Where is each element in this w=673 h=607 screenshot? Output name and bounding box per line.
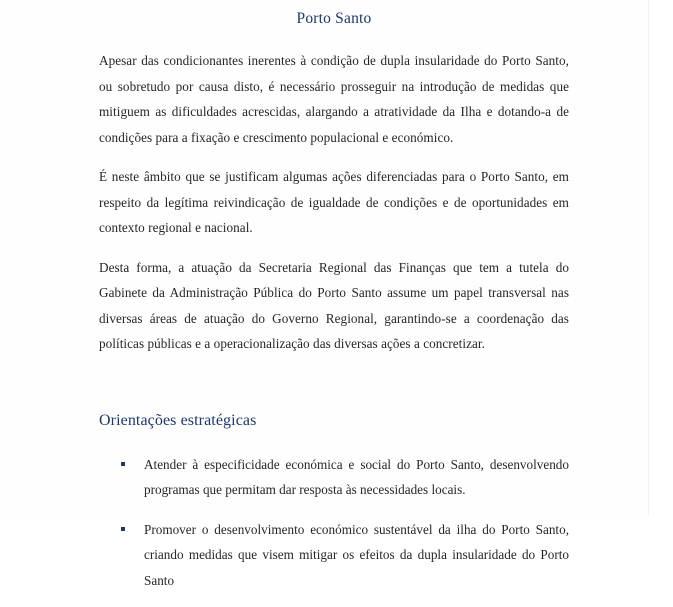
body-paragraph-2: É neste âmbito que se justificam algumas ações diferenciadas para o Porto Santo, em respeito da legítima reivindicação de igualdade de condições e de oportunidades em contexto regional e nacional. [99, 169, 569, 235]
section-heading-orientacoes-estrategicas: Orientações estratégicas [99, 411, 257, 429]
list-item-label: Atender à especificidade económica e social do Porto Santo, desenvolvendo programas que permitam dar resposta às necessidades locais. [144, 456, 569, 497]
list-item-label: Promover o desenvolvimento económico sustentável da ilha do Porto Santo, criando medidas que visem mitigar os efeitos da dupla insularidade do Porto Santo [144, 521, 569, 588]
page-outer-margin [649, 0, 673, 515]
strategic-guidelines-list [99, 452, 569, 594]
document-title: Porto Santo [296, 10, 372, 27]
list-item [99, 452, 569, 503]
body-paragraph-3: Desta forma, a atuação da Secretaria Regional das Finanças que tem a tutela do Gabinete da Administração Pública do Porto Santo assume um papel transversal nas diversas áreas de atuação do Governo Regional, garantindo-se a coordenação das políticas públicas e a operacionalização das diversas ações a concretizar. [99, 259, 569, 351]
bullet-square-icon [121, 527, 125, 531]
list-item [99, 517, 569, 594]
bullet-square-icon [121, 462, 125, 466]
document-content [99, 0, 569, 607]
body-paragraph-1: Apesar das condicionantes inerentes à condição de dupla insularidade do Porto Santo, ou sobretudo por causa disto, é necessário prosseguir na introdução de medidas que mitiguem as dificuldades acrescidas, alargando a atratividade da Ilha e dotando-a de condições para a fixação e crescimento populacional e económico. [99, 53, 569, 145]
